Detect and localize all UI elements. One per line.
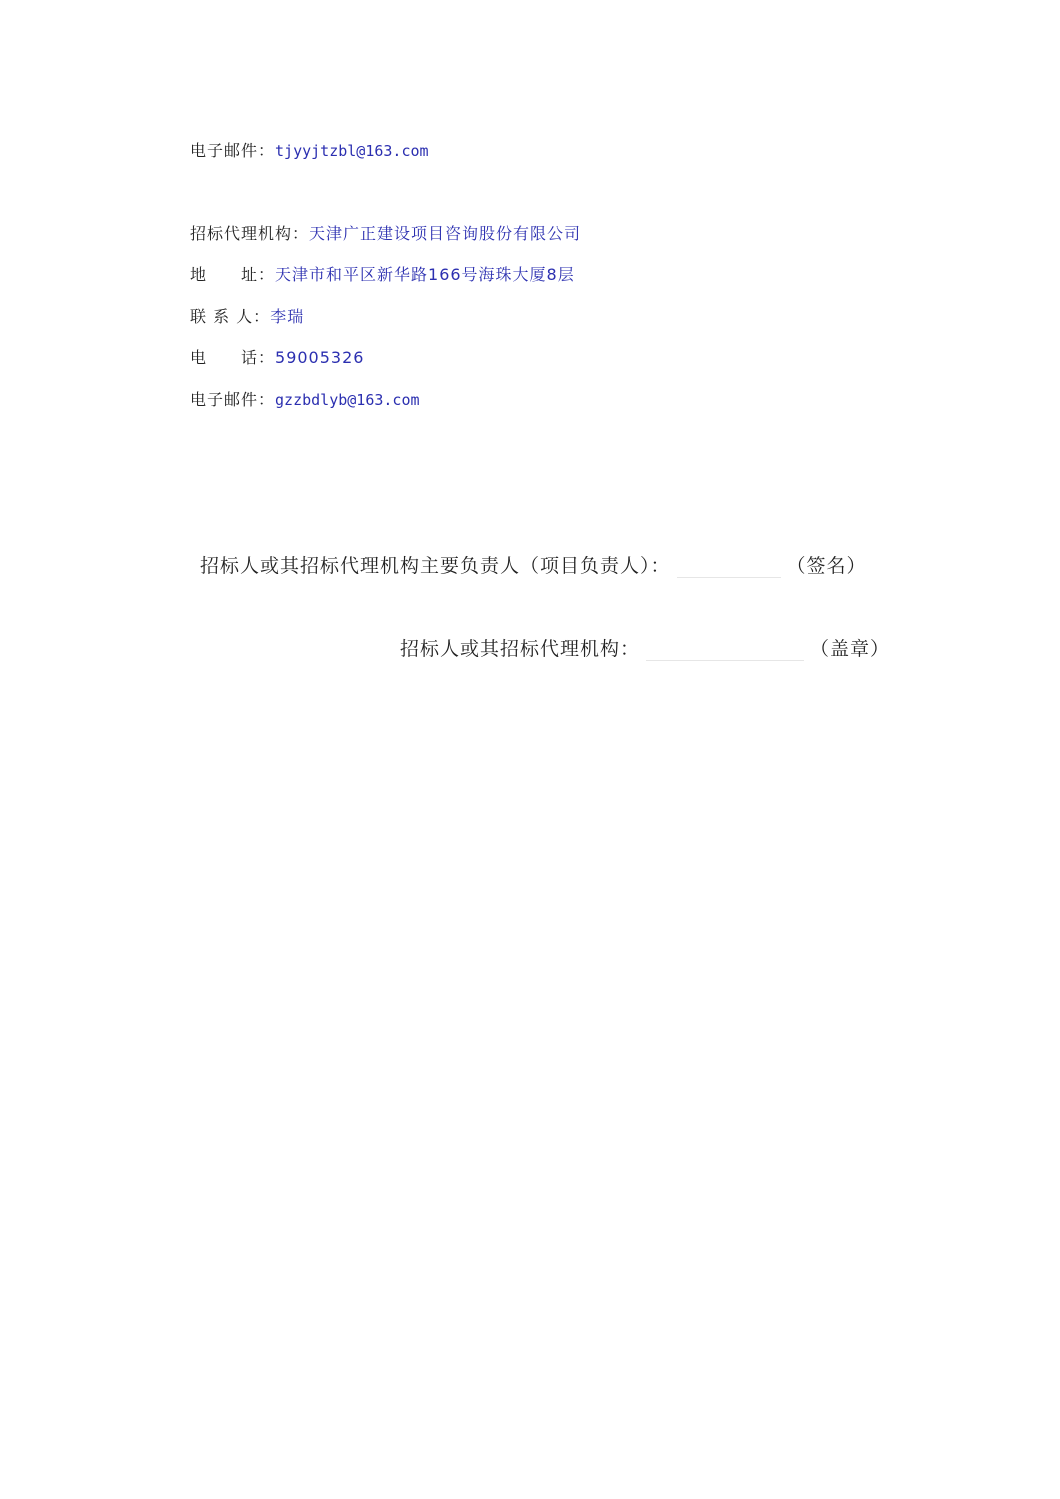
organization-label: 招标人或其招标代理机构： [400, 638, 641, 660]
seal-blank[interactable] [646, 640, 804, 661]
agency-email-label: 电子邮件： [190, 390, 276, 409]
organization-seal-row [400, 637, 890, 661]
agency-name-row [190, 224, 581, 244]
bidder-email-value: tjyyjtzbl@163.com [275, 142, 429, 160]
agency-contact-label: 联 系 人： [190, 307, 271, 326]
responsible-person-signature-row [200, 554, 867, 578]
agency-contact-value: 李瑞 [270, 307, 305, 326]
agency-contact-row [190, 307, 304, 327]
agency-address-row [190, 265, 575, 285]
agency-email-row [190, 390, 420, 410]
signature-blank[interactable] [677, 557, 781, 578]
bidder-email-label: 电子邮件： [190, 141, 276, 160]
agency-email-value: gzzbdlyb@163.com [275, 391, 420, 409]
agency-phone-value: 59005326 [275, 348, 365, 367]
agency-phone-label: 电 话： [190, 348, 276, 367]
seal-suffix: （盖章） [810, 638, 891, 660]
agency-name-label: 招标代理机构： [190, 224, 310, 243]
bidder-email-row [190, 141, 429, 161]
signature-suffix: （签名） [786, 555, 867, 577]
agency-phone-row [190, 348, 364, 368]
agency-name-value: 天津广正建设项目咨询股份有限公司 [309, 224, 582, 243]
agency-address-value: 天津市和平区新华路166号海珠大厦8层 [275, 265, 575, 284]
responsible-person-label: 招标人或其招标代理机构主要负责人（项目负责人）： [200, 555, 671, 577]
agency-address-label: 地 址： [190, 265, 276, 284]
